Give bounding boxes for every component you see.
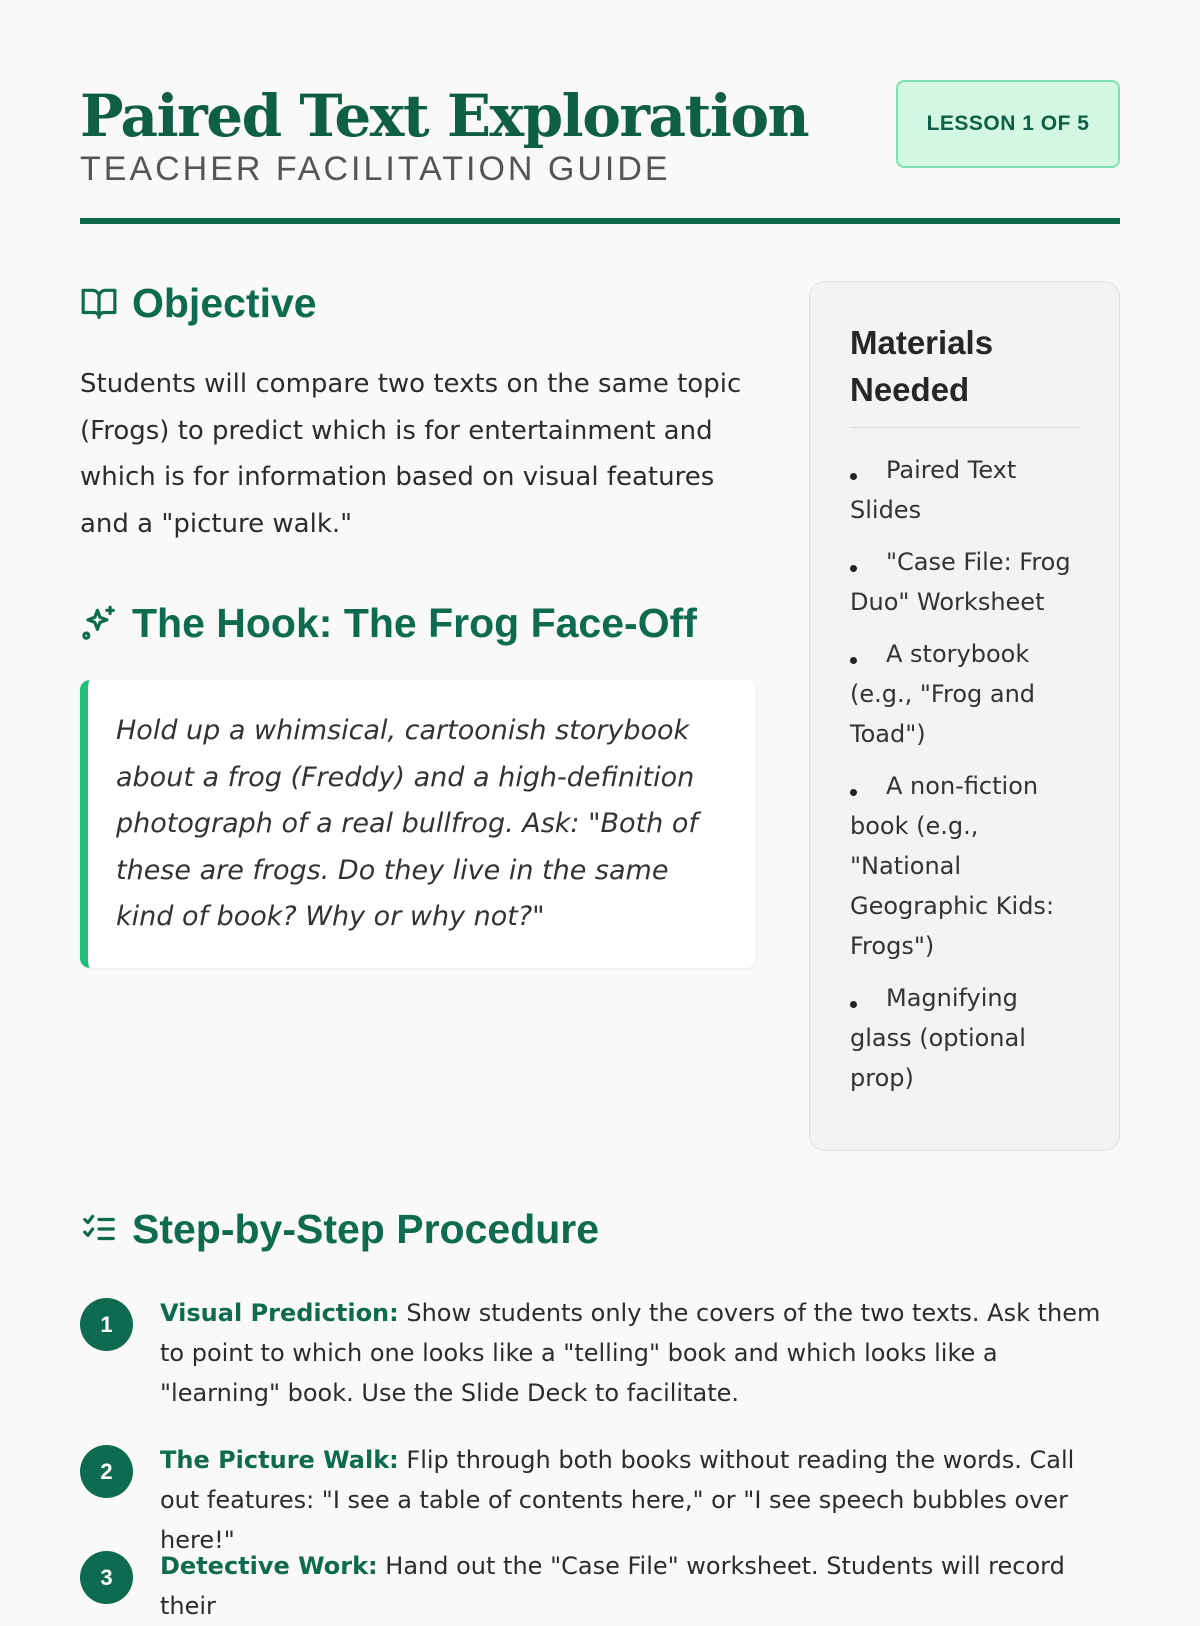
hook-heading-label: The Hook: The Frog Face-Off	[132, 599, 697, 646]
materials-list	[850, 450, 1079, 1098]
hook-callout	[80, 680, 756, 968]
lesson-badge: LESSON 1 OF 5	[896, 80, 1120, 168]
step-body: Show students only the covers of the two texts. Ask them to point to which one looks like a "telling" book and which looks like a "learning" book. Use the Slide Deck to facilitate.	[160, 1299, 1101, 1407]
materials-item: "Case File: Frog Duo" Worksheet	[850, 548, 1071, 616]
procedure-heading	[80, 1204, 599, 1254]
step-body: Hand out the "Case File" worksheet. Students will record their	[160, 1552, 1065, 1620]
materials-item: A non-fiction book (e.g., "National Geographic Kids: Frogs")	[850, 772, 1055, 960]
materials-item: A storybook (e.g., "Frog and Toad")	[850, 640, 1036, 748]
objective-text: Students will compare two texts on the same topic (Frogs) to predict which is for entertainment and which is for information based on visual features and a "picture walk."	[80, 369, 742, 539]
step-text	[160, 1546, 1120, 1626]
step-title: Detective Work:	[160, 1552, 378, 1580]
step-text	[160, 1440, 1120, 1560]
step-title: Visual Prediction:	[160, 1299, 399, 1327]
objective-heading	[80, 278, 317, 328]
materials-heading: Materials Needed	[850, 320, 1079, 428]
procedure-heading-label: Step-by-Step Procedure	[132, 1205, 600, 1252]
step-number: 1	[80, 1298, 133, 1351]
materials-item: Magnifying glass (optional prop)	[850, 984, 1026, 1092]
materials-item: Paired Text Slides	[850, 456, 1017, 524]
lesson-guide-page	[80, 80, 1120, 1620]
step-number: 3	[80, 1551, 133, 1604]
step-number: 2	[80, 1445, 133, 1498]
hook-text: Hold up a whimsical, cartoonish storybook about a frog (Freddy) and a high-definition photograph of a real bullfrog. Ask: "Both of these are frogs. Do they live in the same kind of book? Why or why not?"	[116, 715, 698, 932]
checklist-icon	[80, 1210, 118, 1248]
step-body: Flip through both books without reading the words. Call out features: "I see a table of contents here," or "I see speech bubbles over here!"	[160, 1446, 1075, 1554]
materials-panel	[809, 281, 1120, 1151]
page-title: Paired Text Exploration	[80, 82, 809, 150]
step-title: The Picture Walk:	[160, 1446, 399, 1474]
step-text	[160, 1293, 1120, 1413]
open-book-icon	[80, 284, 118, 322]
header	[80, 80, 1120, 224]
objective-heading-label: Objective	[132, 279, 317, 326]
hook-heading	[80, 598, 697, 648]
page-subtitle: TEACHER FACILITATION GUIDE	[80, 150, 671, 188]
sparkles-icon	[80, 604, 118, 642]
